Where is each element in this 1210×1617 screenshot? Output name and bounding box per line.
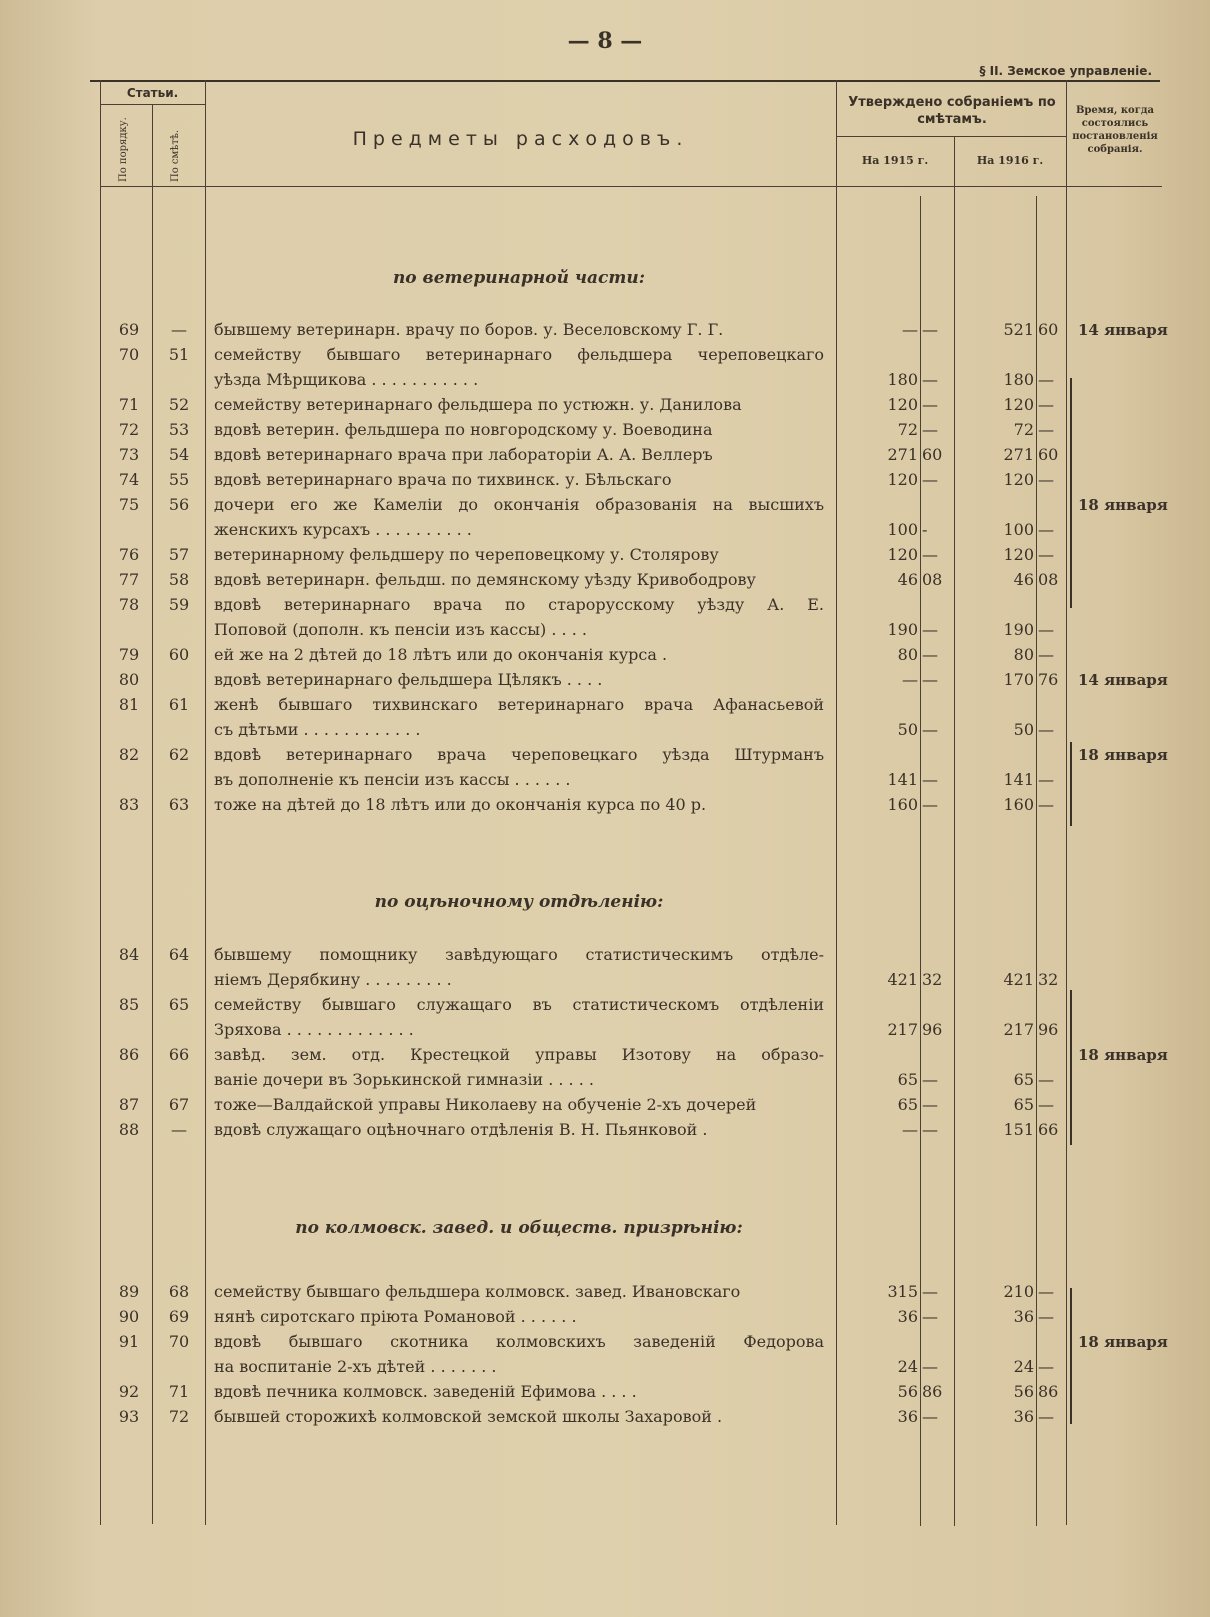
estimate-number: 55 [168,470,190,489]
expense-description: вдовѣ служащаго оцѣночнаго отдѣленія В. Н. Пьянковой . [214,1120,708,1139]
amount-1916-rubles: 50 [1013,720,1034,739]
table-row [0,1118,1210,1142]
table-row [0,418,1210,442]
expense-description: съ дѣтьми . . . . . . . . . . . . [214,720,421,739]
row-number: 85 [118,995,140,1014]
table-row [0,643,1210,667]
header-bottom-rule [100,186,1162,187]
amount-1916-rubles: 160 [1003,795,1034,814]
expense-description: вдовѣ ветеринарнаго врача череповецкаго уѣзда Штурманъ [214,745,824,764]
row-number: 78 [118,595,140,614]
amount-1916-rubles: 210 [1003,1282,1034,1301]
amount-1916-kopecks: — [1038,770,1054,789]
amount-1916-rubles: 46 [1013,570,1034,589]
amount-1915-rubles: 421 [887,970,918,989]
amount-1916-rubles: 120 [1003,470,1034,489]
amount-1915-kopecks: 08 [922,570,943,589]
grid-line [836,136,1066,137]
amount-1916-kopecks: — [1038,545,1054,564]
row-number: 89 [118,1282,140,1301]
amount-1915-rubles: 120 [887,545,918,564]
header-1915: На 1915 г. [861,154,929,167]
estimate-number: 68 [168,1282,190,1301]
amount-1915-rubles: — [902,1120,918,1139]
amount-1915-kopecks: — [922,370,938,389]
table-row [0,943,1210,967]
estimate-number: 66 [168,1045,190,1064]
row-number: 72 [118,420,140,439]
amount-1916-rubles: 151 [1003,1120,1034,1139]
estimate-number: 69 [168,1307,190,1326]
amount-1915-kopecks: 32 [922,970,943,989]
expense-description: женскихъ курсахъ . . . . . . . . . . [214,520,472,539]
amount-1915-kopecks: — [922,670,938,689]
row-number: 93 [118,1407,140,1426]
amount-1915-rubles: 36 [897,1307,918,1326]
top-rule [90,80,1160,82]
amount-1915-rubles: 50 [897,720,918,739]
amount-1916-kopecks: 96 [1038,1020,1059,1039]
resolution-date: 18 января [1078,1333,1168,1351]
table-row [0,668,1210,692]
amount-1915-rubles: — [902,320,918,339]
header-1916: На 1916 г. [976,154,1044,167]
estimate-number: 51 [168,345,190,364]
table-row [0,793,1210,817]
category-heading-kolmovo: по колмовск. завед. и обществ. призрѣнію: [295,1218,743,1238]
amount-1915-rubles: 160 [887,795,918,814]
estimate-number: 67 [168,1095,190,1114]
table-row [0,468,1210,492]
amount-1916-kopecks: — [1038,620,1054,639]
amount-1915-kopecks: — [922,1120,938,1139]
table-row [0,718,1210,742]
amount-1915-kopecks: — [922,420,938,439]
row-number: 88 [118,1120,140,1139]
expense-description: Поповой (дополн. къ пенсіи изъ кассы) . . . . [214,620,587,639]
amount-1916-kopecks: — [1038,370,1054,389]
amount-1916-kopecks: 32 [1038,970,1059,989]
table-row [0,518,1210,542]
amount-1916-rubles: 521 [1003,320,1034,339]
amount-1916-rubles: 120 [1003,395,1034,414]
estimate-number: 56 [168,495,190,514]
amount-1916-kopecks: 86 [1038,1382,1059,1401]
estimate-number: 59 [168,595,190,614]
amount-1915-rubles: 271 [887,445,918,464]
amount-1916-kopecks: 60 [1038,320,1059,339]
expense-description: вдовѣ ветеринарнаго врача по тихвинск. у. Бѣльскаго [214,470,672,489]
amount-1916-kopecks: 08 [1038,570,1059,589]
row-number: 71 [118,395,140,414]
table-row [0,1305,1210,1329]
amount-1915-kopecks: — [922,470,938,489]
table-row [0,1043,1210,1067]
row-number: 79 [118,645,140,664]
resolution-date: 14 января [1078,671,1168,689]
expense-description: ваніе дочери въ Зорькинской гимназіи . . . . . [214,1070,594,1089]
amount-1915-kopecks: — [922,770,938,789]
expense-description: бывшему ветеринарн. врачу по боров. у. Веселовскому Г. Г. [214,320,724,339]
amount-1916-rubles: 72 [1013,420,1034,439]
amount-1915-kopecks: — [922,1070,938,1089]
expense-description: тоже—Валдайской управы Николаеву на обученіе 2-хъ дочерей [214,1095,757,1114]
amount-1915-kopecks: — [922,320,938,339]
amount-1915-kopecks: — [922,1307,938,1326]
row-number: 69 [118,320,140,339]
amount-1916-kopecks: — [1038,420,1054,439]
expense-description: семейству бывшаго служащаго въ статистическомъ отдѣленіи [214,995,824,1014]
amount-1916-rubles: 56 [1013,1382,1034,1401]
category-heading-assess: по оцѣночному отдѣленію: [374,892,664,912]
table-row [0,393,1210,417]
amount-1915-rubles: 180 [887,370,918,389]
estimate-number: 62 [168,745,190,764]
amount-1916-kopecks: — [1038,395,1054,414]
expense-description: ей же на 2 дѣтей до 18 лѣтъ или до окончанія курса . [214,645,668,664]
row-number: 86 [118,1045,140,1064]
expense-description: завѣд. зем. отд. Крестецкой управы Изотову на образо- [214,1045,824,1064]
amount-1915-rubles: 190 [887,620,918,639]
table-row [0,493,1210,517]
amount-1916-kopecks: — [1038,1282,1054,1301]
row-number: 73 [118,445,140,464]
amount-1915-kopecks: - [922,520,928,539]
table-row [0,1018,1210,1042]
row-number: 92 [118,1382,140,1401]
amount-1916-kopecks: — [1038,1357,1054,1376]
header-approved: Утверждено собраніемъ по смѣтамъ. [848,95,1056,127]
amount-1916-rubles: 190 [1003,620,1034,639]
row-number: 80 [118,670,140,689]
amount-1916-kopecks: — [1038,645,1054,664]
estimate-number: 72 [168,1407,190,1426]
estimate-number: 60 [168,645,190,664]
amount-1915-kopecks: — [922,645,938,664]
amount-1915-kopecks: — [922,545,938,564]
row-number: 81 [118,695,140,714]
section-title: § II. Земское управленіе. [979,64,1152,78]
amount-1916-kopecks: — [1038,1070,1054,1089]
table-row [0,743,1210,767]
amount-1915-kopecks: 86 [922,1382,943,1401]
amount-1915-rubles: 315 [887,1282,918,1301]
amount-1915-kopecks: — [922,1357,938,1376]
expense-description: уѣзда Мѣрщикова . . . . . . . . . . . [214,370,479,389]
table-row [0,1355,1210,1379]
row-number: 90 [118,1307,140,1326]
estimate-number: 53 [168,420,190,439]
table-row [0,1380,1210,1404]
amount-1915-rubles: 36 [897,1407,918,1426]
estimate-number: 63 [168,795,190,814]
estimate-number: — [171,320,187,339]
estimate-number: 70 [168,1332,190,1351]
amount-1915-rubles: 141 [887,770,918,789]
amount-1915-rubles: 120 [887,395,918,414]
expense-description: вдовѣ ветеринарнаго врача по старорусскому уѣзду А. Е. [214,595,824,614]
amount-1916-rubles: 271 [1003,445,1034,464]
row-number: 91 [118,1332,140,1351]
expense-description: вдовѣ печника колмовск. заведеній Ефимова . . . . [214,1382,637,1401]
table-row [0,343,1210,367]
amount-1916-kopecks: 60 [1038,445,1059,464]
amount-1916-kopecks: — [1038,795,1054,814]
table-row [0,318,1210,342]
amount-1915-rubles: 72 [897,420,918,439]
estimate-number: 64 [168,945,190,964]
grid-line [100,104,205,105]
amount-1916-kopecks: — [1038,1307,1054,1326]
estimate-number: 61 [168,695,190,714]
table-row [0,368,1210,392]
category-heading-vet: по ветеринарной части: [392,268,646,288]
expense-description: вдовѣ бывшаго скотника колмовскихъ заведеній Федорова [214,1332,824,1351]
resolution-date: 14 января [1078,321,1168,339]
row-number: 70 [118,345,140,364]
amount-1915-rubles: 65 [897,1095,918,1114]
table-row [0,618,1210,642]
amount-1916-kopecks: — [1038,1407,1054,1426]
amount-1915-rubles: 56 [897,1382,918,1401]
amount-1916-kopecks: — [1038,720,1054,739]
amount-1915-kopecks: — [922,795,938,814]
resolution-date: 18 января [1078,496,1168,514]
header-time: Время, когда состоялись постановленія собранія. [1072,105,1158,155]
expense-description: семейству ветеринарнаго фельдшера по устюжн. у. Данилова [214,395,742,414]
expense-description: бывшей сторожихѣ колмовской земской школы Захаровой . [214,1407,723,1426]
amount-1916-kopecks: — [1038,1095,1054,1114]
amount-1915-kopecks: — [922,720,938,739]
amount-1915-kopecks: — [922,395,938,414]
amount-1916-rubles: 36 [1013,1307,1034,1326]
expense-description: тоже на дѣтей до 18 лѣтъ или до окончанія курса по 40 р. [214,795,707,814]
row-number: 84 [118,945,140,964]
amount-1915-kopecks: — [922,1282,938,1301]
row-number: 87 [118,1095,140,1114]
amount-1916-rubles: 120 [1003,545,1034,564]
estimate-number: — [171,1120,187,1139]
estimate-number: 57 [168,545,190,564]
row-number: 74 [118,470,140,489]
header-by-order: По порядку. [118,117,129,182]
amount-1916-rubles: 180 [1003,370,1034,389]
expense-description: вдовѣ ветеринарн. фельдш. по демянскому уѣзду Кривободрову [214,570,756,589]
expense-description: вдовѣ ветеринарнаго фельдшера Цѣлякъ . . . . [214,670,603,689]
amount-1915-rubles: 24 [897,1357,918,1376]
amount-1916-rubles: 24 [1013,1357,1034,1376]
amount-1915-rubles: 65 [897,1070,918,1089]
amount-1915-kopecks: — [922,620,938,639]
amount-1915-kopecks: 96 [922,1020,943,1039]
table-row [0,593,1210,617]
row-number: 77 [118,570,140,589]
row-number: 76 [118,545,140,564]
row-number: 75 [118,495,140,514]
amount-1916-rubles: 170 [1003,670,1034,689]
amount-1915-kopecks: — [922,1407,938,1426]
estimate-number: 71 [168,1382,190,1401]
table-row [0,768,1210,792]
amount-1915-rubles: — [902,670,918,689]
expense-description: вдовѣ ветеринарнаго врача при лабораторіи А. А. Веллеръ [214,445,713,464]
table-row [0,693,1210,717]
expense-description: нянѣ сиротскаго пріюта Романовой . . . . . . [214,1307,577,1326]
table-row [0,993,1210,1017]
table-row [0,968,1210,992]
header-by-estimate: По смѣтѣ. [170,129,181,182]
amount-1916-rubles: 80 [1013,645,1034,664]
expense-description: бывшему помощнику завѣдующаго статистическимъ отдѣле- [214,945,824,964]
estimate-number: 65 [168,995,190,1014]
table-row [0,1405,1210,1429]
row-number: 82 [118,745,140,764]
expense-description: въ дополненіе къ пенсіи изъ кассы . . . . . . [214,770,571,789]
amount-1916-rubles: 421 [1003,970,1034,989]
amount-1916-kopecks: — [1038,520,1054,539]
amount-1916-rubles: 141 [1003,770,1034,789]
amount-1915-rubles: 120 [887,470,918,489]
estimate-number: 58 [168,570,190,589]
table-row [0,1330,1210,1354]
amount-1915-rubles: 100 [887,520,918,539]
table-row [0,568,1210,592]
header-articles: Статьи. [126,86,179,100]
amount-1916-rubles: 36 [1013,1407,1034,1426]
amount-1916-rubles: 217 [1003,1020,1034,1039]
amount-1916-rubles: 65 [1013,1070,1034,1089]
expense-description: дочери его же Камеліи до окончанія образованія на высшихъ [214,495,824,514]
amount-1915-rubles: 217 [887,1020,918,1039]
resolution-date: 18 января [1078,746,1168,764]
amount-1915-kopecks: 60 [922,445,943,464]
row-number: 83 [118,795,140,814]
table-row [0,1068,1210,1092]
table-row [0,443,1210,467]
expense-description: Зряхова . . . . . . . . . . . . . [214,1020,414,1039]
table-row [0,1280,1210,1304]
expense-description: семейству бывшаго фельдшера колмовск. завед. Ивановскаго [214,1282,741,1301]
expense-description: на воспитаніе 2-хъ дѣтей . . . . . . . [214,1357,497,1376]
expense-description: ніемъ Дерябкину . . . . . . . . . [214,970,452,989]
expense-description: вдовѣ ветерин. фельдшера по новгородскому у. Воеводина [214,420,713,439]
expense-description: ветеринарному фельдшеру по череповецкому у. Столярову [214,545,719,564]
amount-1916-kopecks: — [1038,470,1054,489]
resolution-date: 18 января [1078,1046,1168,1064]
amount-1915-rubles: 46 [897,570,918,589]
estimate-number: 54 [168,445,190,464]
header-subject: Предметы расходовъ. [352,128,689,150]
page-number: — 8 — [567,28,643,54]
estimate-number: 52 [168,395,190,414]
expense-description: семейству бывшаго ветеринарнаго фельдшера череповецкаго [214,345,824,364]
amount-1915-rubles: 80 [897,645,918,664]
amount-1916-rubles: 100 [1003,520,1034,539]
amount-1916-rubles: 65 [1013,1095,1034,1114]
amount-1916-kopecks: 66 [1038,1120,1059,1139]
table-row [0,1093,1210,1117]
amount-1916-kopecks: 76 [1038,670,1059,689]
expense-description: женѣ бывшаго тихвинскаго ветеринарнаго врача Афанасьевой [214,695,824,714]
amount-1915-kopecks: — [922,1095,938,1114]
table-row [0,543,1210,567]
